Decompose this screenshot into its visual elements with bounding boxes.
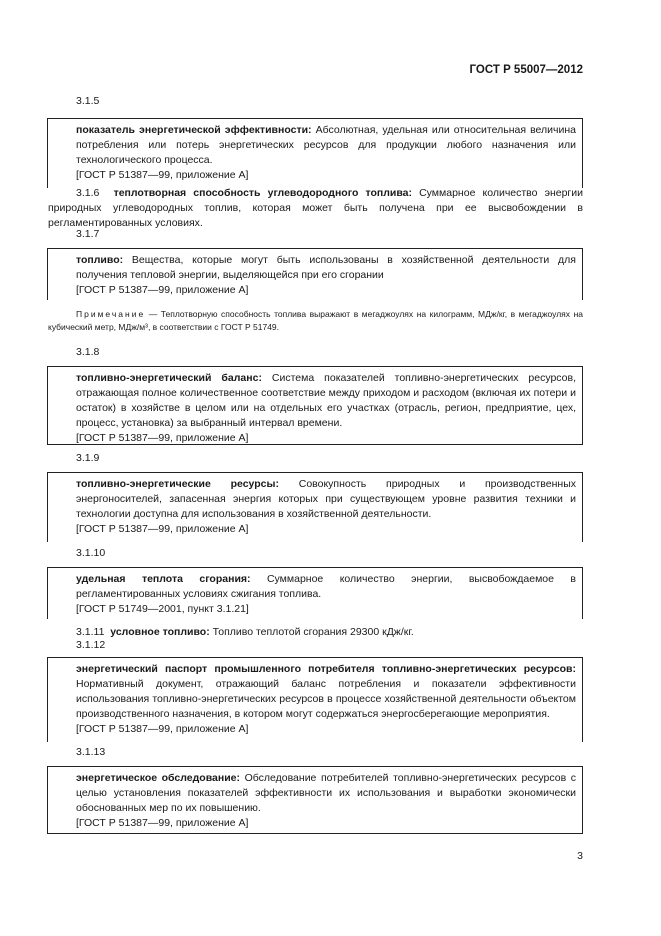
definition-text: Совокупность природных и производственных энергоносителей, запасенная энергия которых при существующем уровне развития техники и технологии доступна для использования в хозяйственной деятельности. bbox=[76, 478, 576, 520]
clause-number: 3.1.8 bbox=[76, 346, 100, 358]
source-reference: [ГОСТ Р 51387—99, приложение А] bbox=[76, 817, 249, 829]
term: топливно-энергетический баланс: bbox=[76, 372, 262, 384]
definition-text: Нормативный документ, отражающий баланс потребления и показатели эффективности использования топливно-энергетических ресурсов в процессе хозяйственной деятельности объектом производственного назначения, в котором могут содержаться энергосберегающие мероприятия. bbox=[76, 678, 576, 720]
source-reference: [ГОСТ Р 51387—99, приложение А] bbox=[76, 432, 249, 444]
term: теплотворная способность углеводородного топлива: bbox=[113, 187, 412, 199]
term: показатель энергетической эффективности: bbox=[76, 124, 312, 136]
definition-text: Вещества, которые могут быть использованы в хозяйственной деятельности для получения тепловой энергии, выделяющейся при его сгорании bbox=[76, 254, 576, 281]
note-label: Примечание bbox=[76, 309, 146, 319]
clause-number: 3.1.11 bbox=[76, 626, 105, 638]
clause-number: 3.1.5 bbox=[76, 95, 100, 107]
definition-box bbox=[47, 657, 583, 742]
clause-number: 3.1.7 bbox=[76, 228, 100, 240]
standard-header: ГОСТ Р 55007—2012 bbox=[469, 64, 583, 76]
clause-number: 3.1.10 bbox=[76, 547, 106, 559]
definition-paragraph bbox=[76, 625, 583, 640]
source-reference: [ГОСТ Р 51387—99, приложение А] bbox=[76, 523, 249, 535]
term: топливо: bbox=[76, 254, 124, 266]
definition-box bbox=[47, 248, 583, 300]
clause-number: 3.1.12 bbox=[76, 639, 106, 651]
source-reference: [ГОСТ Р 51387—99, приложение А] bbox=[76, 723, 249, 735]
definition-box bbox=[47, 366, 583, 445]
definition-text: Абсолютная, удельная или относительная величина потребления или потерь энергетических ресурсов для продукции любого назначения или технологического процесса. bbox=[76, 124, 577, 166]
definition-text: Система показателей топливно-энергетических ресурсов, отражающая полное количественное соответствие между приходом и расходом (включая их потери и остаток) в хозяйстве в целом или на отдельных его участках (отрасль, регион, предприятие, цех, процесс, установка) за выбранный интервал времени. bbox=[76, 372, 577, 429]
definition-box bbox=[47, 472, 583, 542]
term: условное топливо: bbox=[110, 626, 210, 638]
clause-number: 3.1.13 bbox=[76, 746, 106, 758]
definition-paragraph bbox=[48, 186, 583, 231]
definition-text: Обследование потребителей топливно-энергетических ресурсов с целью установления показателей эффективности их использования и выработки экономически обоснованных мер по их повышению. bbox=[76, 772, 576, 814]
source-reference: [ГОСТ Р 51749—2001, пункт 3.1.21] bbox=[76, 603, 249, 615]
definition-box bbox=[47, 567, 583, 619]
term: топливно-энергетические ресурсы: bbox=[76, 478, 279, 490]
definition-text: Топливо теплотой сгорания 29300 кДж/кг. bbox=[209, 626, 414, 638]
term: энергетическое обследование: bbox=[76, 772, 240, 784]
definition-box bbox=[47, 766, 583, 834]
page-number: 3 bbox=[577, 850, 583, 862]
term: удельная теплота сгорания: bbox=[76, 573, 251, 585]
clause-number: 3.1.9 bbox=[76, 452, 100, 464]
term: энергетический паспорт промышленного потребителя топливно-энергетических ресурсов: bbox=[76, 663, 576, 675]
source-reference: [ГОСТ Р 51387—99, приложение А] bbox=[76, 284, 249, 296]
definition-box bbox=[47, 118, 583, 188]
source-reference: [ГОСТ Р 51387—99, приложение А] bbox=[76, 169, 249, 181]
definition-text: Суммарное количество энергии природных углеводородных топлив, которая может быть получена при ее высвобождении в регламентированных условиях. bbox=[48, 187, 583, 229]
note bbox=[48, 308, 583, 334]
clause-number: 3.1.6 bbox=[76, 187, 100, 199]
definition-text: Суммарное количество энергии, высвобождаемое в регламентированных условиях сжигания топлива. bbox=[76, 573, 576, 600]
note-text: — Теплотворную способность топлива выражают в мегаджоулях на килограмм, МДж/кг, в мегаджоулях на кубический метр, МДж/м³, в соответствии с ГОСТ Р 51749. bbox=[48, 309, 583, 332]
